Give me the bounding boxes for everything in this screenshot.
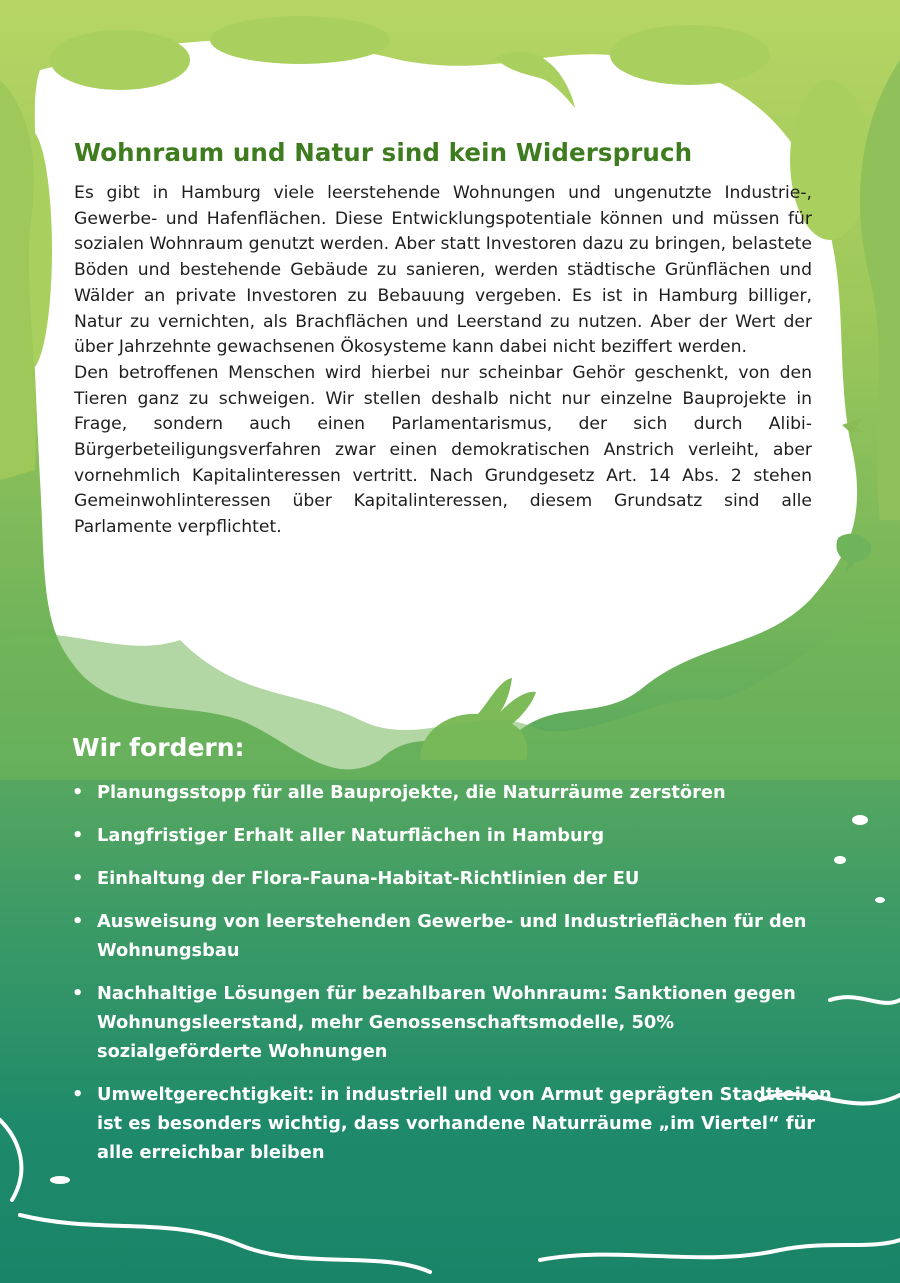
demands-list xyxy=(72,778,832,1167)
demands-title: Wir fordern: xyxy=(72,733,245,762)
demand-item xyxy=(72,821,832,850)
demand-text: Ausweisung von leerstehenden Gewerbe- und Industrieflächen für den Wohnungsbau xyxy=(97,911,807,961)
demand-text: Langfristiger Erhalt aller Naturflächen in Hamburg xyxy=(97,825,605,846)
water-swirl-line xyxy=(830,997,900,1003)
leaf-shape xyxy=(210,16,390,64)
water-speck xyxy=(852,815,868,825)
demand-item xyxy=(72,907,832,965)
leaf-shape xyxy=(50,30,190,90)
demand-item xyxy=(72,864,832,893)
section-heading: Wohnraum und Natur sind kein Widerspruch xyxy=(74,138,693,167)
bullet-icon: • xyxy=(72,825,84,846)
demands-section xyxy=(72,733,832,1181)
bullet-icon: • xyxy=(72,911,84,932)
demand-text: Nachhaltige Lösungen für bezahlbaren Wohnraum: Sanktionen gegen Wohnungsleerstand, mehr Genossenschaftsmodelle, 50% sozialgeförderte Wohnungen xyxy=(97,983,796,1062)
bullet-icon: • xyxy=(72,1084,84,1105)
bullet-icon: • xyxy=(72,983,84,1004)
body-paragraph-1: Es gibt in Hamburg viele leerstehende Wohnungen und ungenutzte Industrie-, Gewerbe- und Hafenflächen. Diese Entwicklungspotentiale können und müssen für sozialen Wohnraum genutzt werden. Aber statt Investoren dazu zu bringen, belastete Böden und bestehende Gebäude zu sanieren, werden städtische Grünflächen und Wälder an private Investoren zu Bebauung vergeben. Es ist in Hamburg billiger, Natur zu vernichten, als Brachflächen und Leerstand zu nutzen. Aber der Wert der über Jahrzehnte gewachsenen Ökosysteme kann dabei nicht beziffert werden. xyxy=(74,183,812,358)
leaf-shape xyxy=(610,25,770,85)
water-speck xyxy=(834,856,846,864)
water-swirl-line xyxy=(20,1215,430,1272)
main-text-section xyxy=(74,138,812,541)
demand-item xyxy=(72,778,832,807)
water-swirl-line xyxy=(540,1240,900,1260)
demand-text: Einhaltung der Flora-Fauna-Habitat-Richtlinien der EU xyxy=(97,868,640,889)
water-speck xyxy=(875,897,885,903)
demand-item xyxy=(72,979,832,1066)
bullet-icon: • xyxy=(72,782,84,803)
demand-text: Planungsstopp für alle Bauprojekte, die Naturräume zerstören xyxy=(97,782,726,803)
water-swirl-line xyxy=(0,1120,21,1200)
bullet-icon: • xyxy=(72,868,84,889)
perched-bird-silhouette xyxy=(836,534,871,572)
demand-item xyxy=(72,1080,832,1167)
body-paragraph-2: Den betroffenen Menschen wird hierbei nur scheinbar Gehör geschenkt, von den Tieren ganz zu schweigen. Wir stellen deshalb nicht nur einzelne Bauprojekte in Frage, sondern auch einen Parlamentarismus, der sich durch Alibi-Bürgerbeteiligungsverfahren zwar einen demokratischen Anstrich verleiht, aber vornehmlich Kapitalinteressen vertritt. Nach Grundgesetz Art. 14 Abs. 2 stehen Gemeinwohlinteressen über Kapitalinteressen, diesem Grundsatz sind alle Parlamente verpflichtet. xyxy=(74,362,812,538)
demand-text: Umweltgerechtigkeit: in industriell und von Armut geprägten Stadtteilen ist es besonders wichtig, dass vorhandene Naturräume „im Viertel“ für alle erreichbar bleiben xyxy=(97,1084,832,1163)
water-speck xyxy=(50,1176,70,1184)
